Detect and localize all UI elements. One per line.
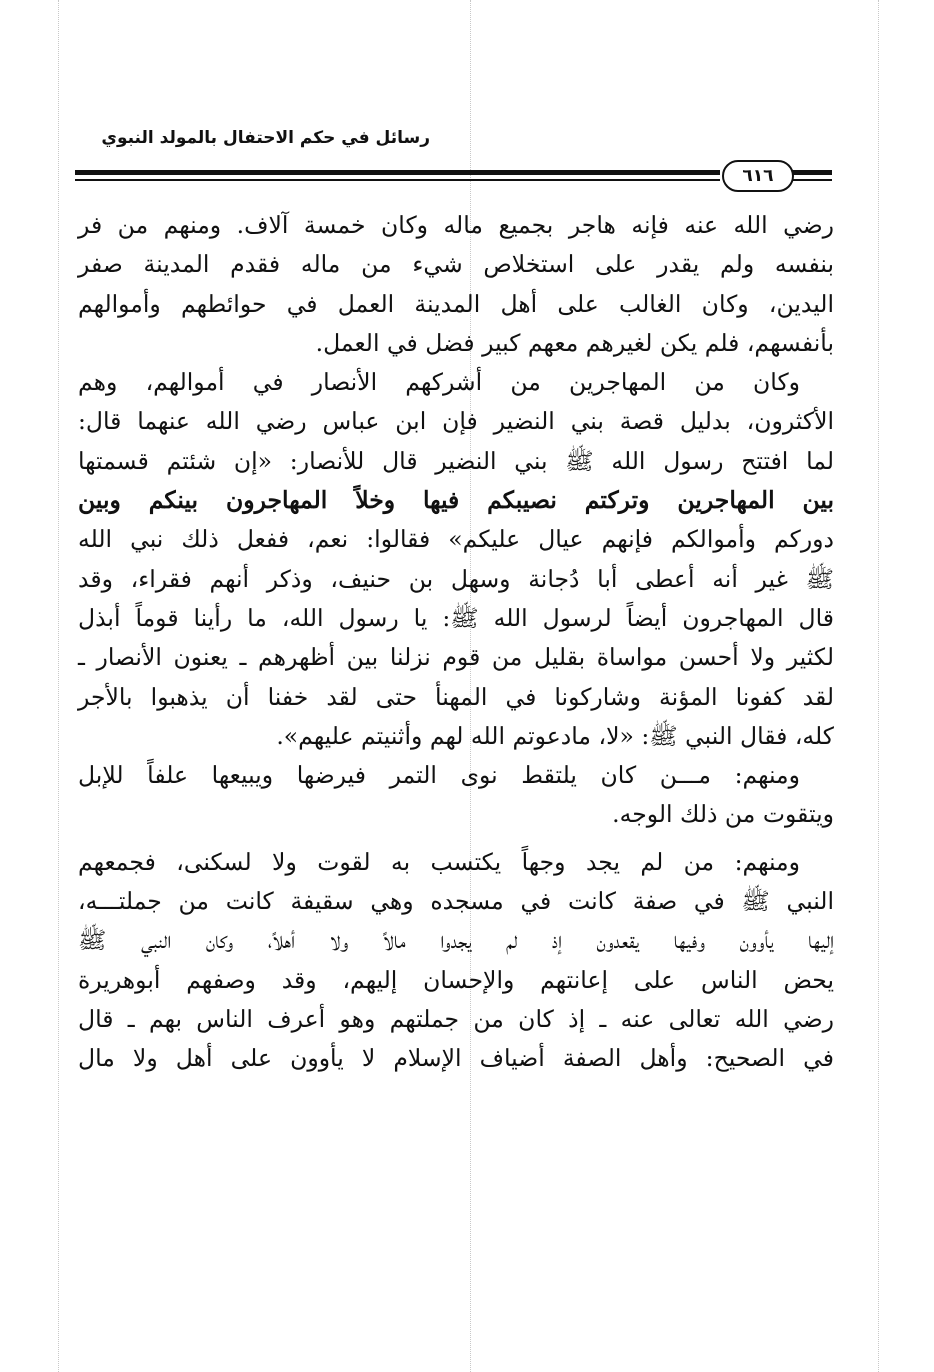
text-line: ﷺ غير أنه أعطى أبا دُجانة وسهل بن حنيف، وذكر أنهم فقراء، وقد <box>78 564 834 593</box>
text-line: ومنهم: مـــن كان يلتقط نوى التمر فيرضها ويبيعها علفاً للإبل <box>78 761 800 790</box>
paragraph-gap <box>78 835 834 843</box>
scan-guide-line <box>878 0 879 1372</box>
text-line: قال المهاجرون أيضاً لرسول الله ﷺ: يا رسول الله، ما رأينا قوماً أبذل <box>78 603 834 632</box>
text-line: دوركم وأموالكم فإنهم عيال عليكم» فقالوا: نعم، ففعل ذلك نبي الله <box>78 525 834 554</box>
text-line: الأكثرون، بدليل قصة بني النضير فإن ابن عباس رضي الله عنهما قال: <box>78 407 834 436</box>
text-line: رضي الله تعالى عنه ـ إذ كان من جملتهم وهو أعرف الناس بهم ـ قال <box>78 1004 834 1033</box>
text-line: رضي الله عنه فإنه هاجر بجميع ماله وكان خمسة آلاف. ومنهم من فر <box>78 211 834 239</box>
scan-guide-line <box>58 0 59 1372</box>
text-line: بنفسه ولم يقدر على استخلاص شيء من ماله فقدم المدينة صفر <box>78 250 834 279</box>
text-line: لما افتتح رسول الله ﷺ بني النضير قال للأنصار: «إن شئتم قسمتها <box>78 446 834 475</box>
header-rule-thin <box>75 179 720 181</box>
text-line: ويتقوت من ذلك الوجه. <box>612 800 834 829</box>
text-line: اليدين، وكان الغالب على أهل المدينة العمل في حوائطهم وأموالهم <box>78 289 834 318</box>
text-line: بين المهاجرين وتركتم نصيبكم فيها وخلاً المهاجرون بينكم وبين <box>78 486 834 515</box>
running-title: رسائل في حكم الاحتفال بالمولد النبوي <box>101 128 430 148</box>
text-line: النبي ﷺ في صفة كانت في مسجده وهي سقيفة كانت من جملتـــه، <box>78 887 834 916</box>
body-text <box>78 206 834 1079</box>
header-rule-thick-right <box>792 170 832 175</box>
text-line: في الصحيح: وأهل الصفة أضياف الإسلام لا يأوون على أهل ولا مال <box>78 1044 834 1073</box>
page-number: ٦١٦ <box>722 160 794 192</box>
header-rule-thin-right <box>792 179 832 181</box>
text-line: إليها يأوون وفيها يقعدون إذ لم يجدوا مالاً ولا أهلاً، وكان النبي ﷺ <box>78 926 834 955</box>
text-line: لكثير ولا أحسن مواساة بقليل من قوم نزلنا بين أظهرهم ـ يعنون الأنصار ـ <box>78 643 834 672</box>
text-line: يحض الناس على إعانتهم والإحسان إليهم، وقد وصفهم أبوهريرة <box>78 965 834 994</box>
text-line: لقد كفونا المؤنة وشاركونا في المهنأ حتى لقد خفنا أن يذهبوا بالأجر <box>78 682 834 711</box>
text-line: كله، فقال النبي ﷺ: «لا، مادعوتم الله لهم وأثنيتم عليهم». <box>276 721 834 750</box>
header-rule-thick <box>75 170 720 175</box>
text-line: وكان من المهاجرين من أشركهم الأنصار في أموالهم، وهم <box>78 368 800 397</box>
text-line: بأنفسهم، فلم يكن لغيرهم معهم كبير فضل في العمل. <box>315 328 834 357</box>
running-head <box>80 128 430 148</box>
text-line: ومنهم: من لم يجد وجهاً يكتسب به لقوت ولا لسكنى، فجمعهم <box>78 847 800 876</box>
